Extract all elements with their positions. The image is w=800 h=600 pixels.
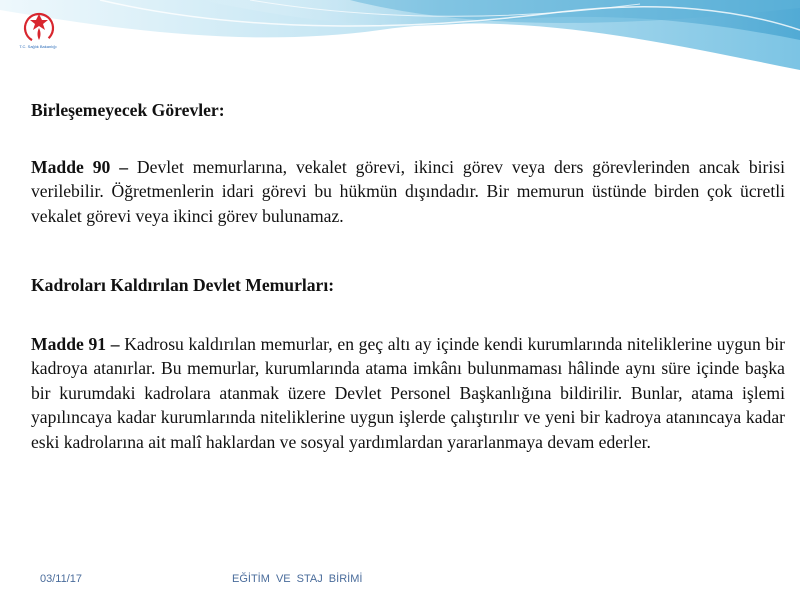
article-text: Kadrosu kaldırılan memurlar, en geç altı ay içinde kendi kurumlarında niteliklerine uygun bir kadroya atanırlar. Bu memurlar, kurumlarında atama imkânı bulunmaması hâlinde aynı süre içinde başka bir kurumdaki kadrolara atanmak üzere Devlet Personel Başkanlığına bildirilir. Bunlar, atama işlemi yapılıncaya kadar kurumlarında niteliklerine uygun işlerde çalıştırılır ve yeni bir kadroya atanıncaya kadar eski kadrolarına ait malî haklardan ve sosyal yardımlardan yararlanmaya devam ederler.	[31, 333, 786, 452]
ministry-logo-text: T.C. Sağlık Bakanlığı	[19, 44, 57, 49]
article-paragraph	[31, 155, 785, 229]
section-heading: Kadroları Kaldırılan Devlet Memurları:	[31, 275, 335, 295]
article-text: Devlet memurlarına, vekalet görevi, ikinci görev veya ders görevlerinden ancak birisi verilebilir. Öğretmenlerin idari görevi bu hükmün dışındadır. Bir memurun üstünde birden çok ücretli vekalet görevi veya ikinci görev bulunamaz.	[31, 156, 785, 226]
section-heading: Birleşemeyecek Görevler:	[31, 100, 225, 120]
slide-content	[31, 98, 785, 454]
footer-unit: EĞİTİM VE STAJ BİRİMİ	[232, 573, 363, 585]
article-paragraph	[31, 332, 785, 455]
footer-date: 03/11/17	[40, 573, 83, 585]
ministry-logo	[6, 6, 72, 70]
header-wave-banner	[0, 0, 800, 96]
article-label: Madde 91 –	[31, 333, 120, 354]
article-label: Madde 90 –	[31, 156, 129, 177]
